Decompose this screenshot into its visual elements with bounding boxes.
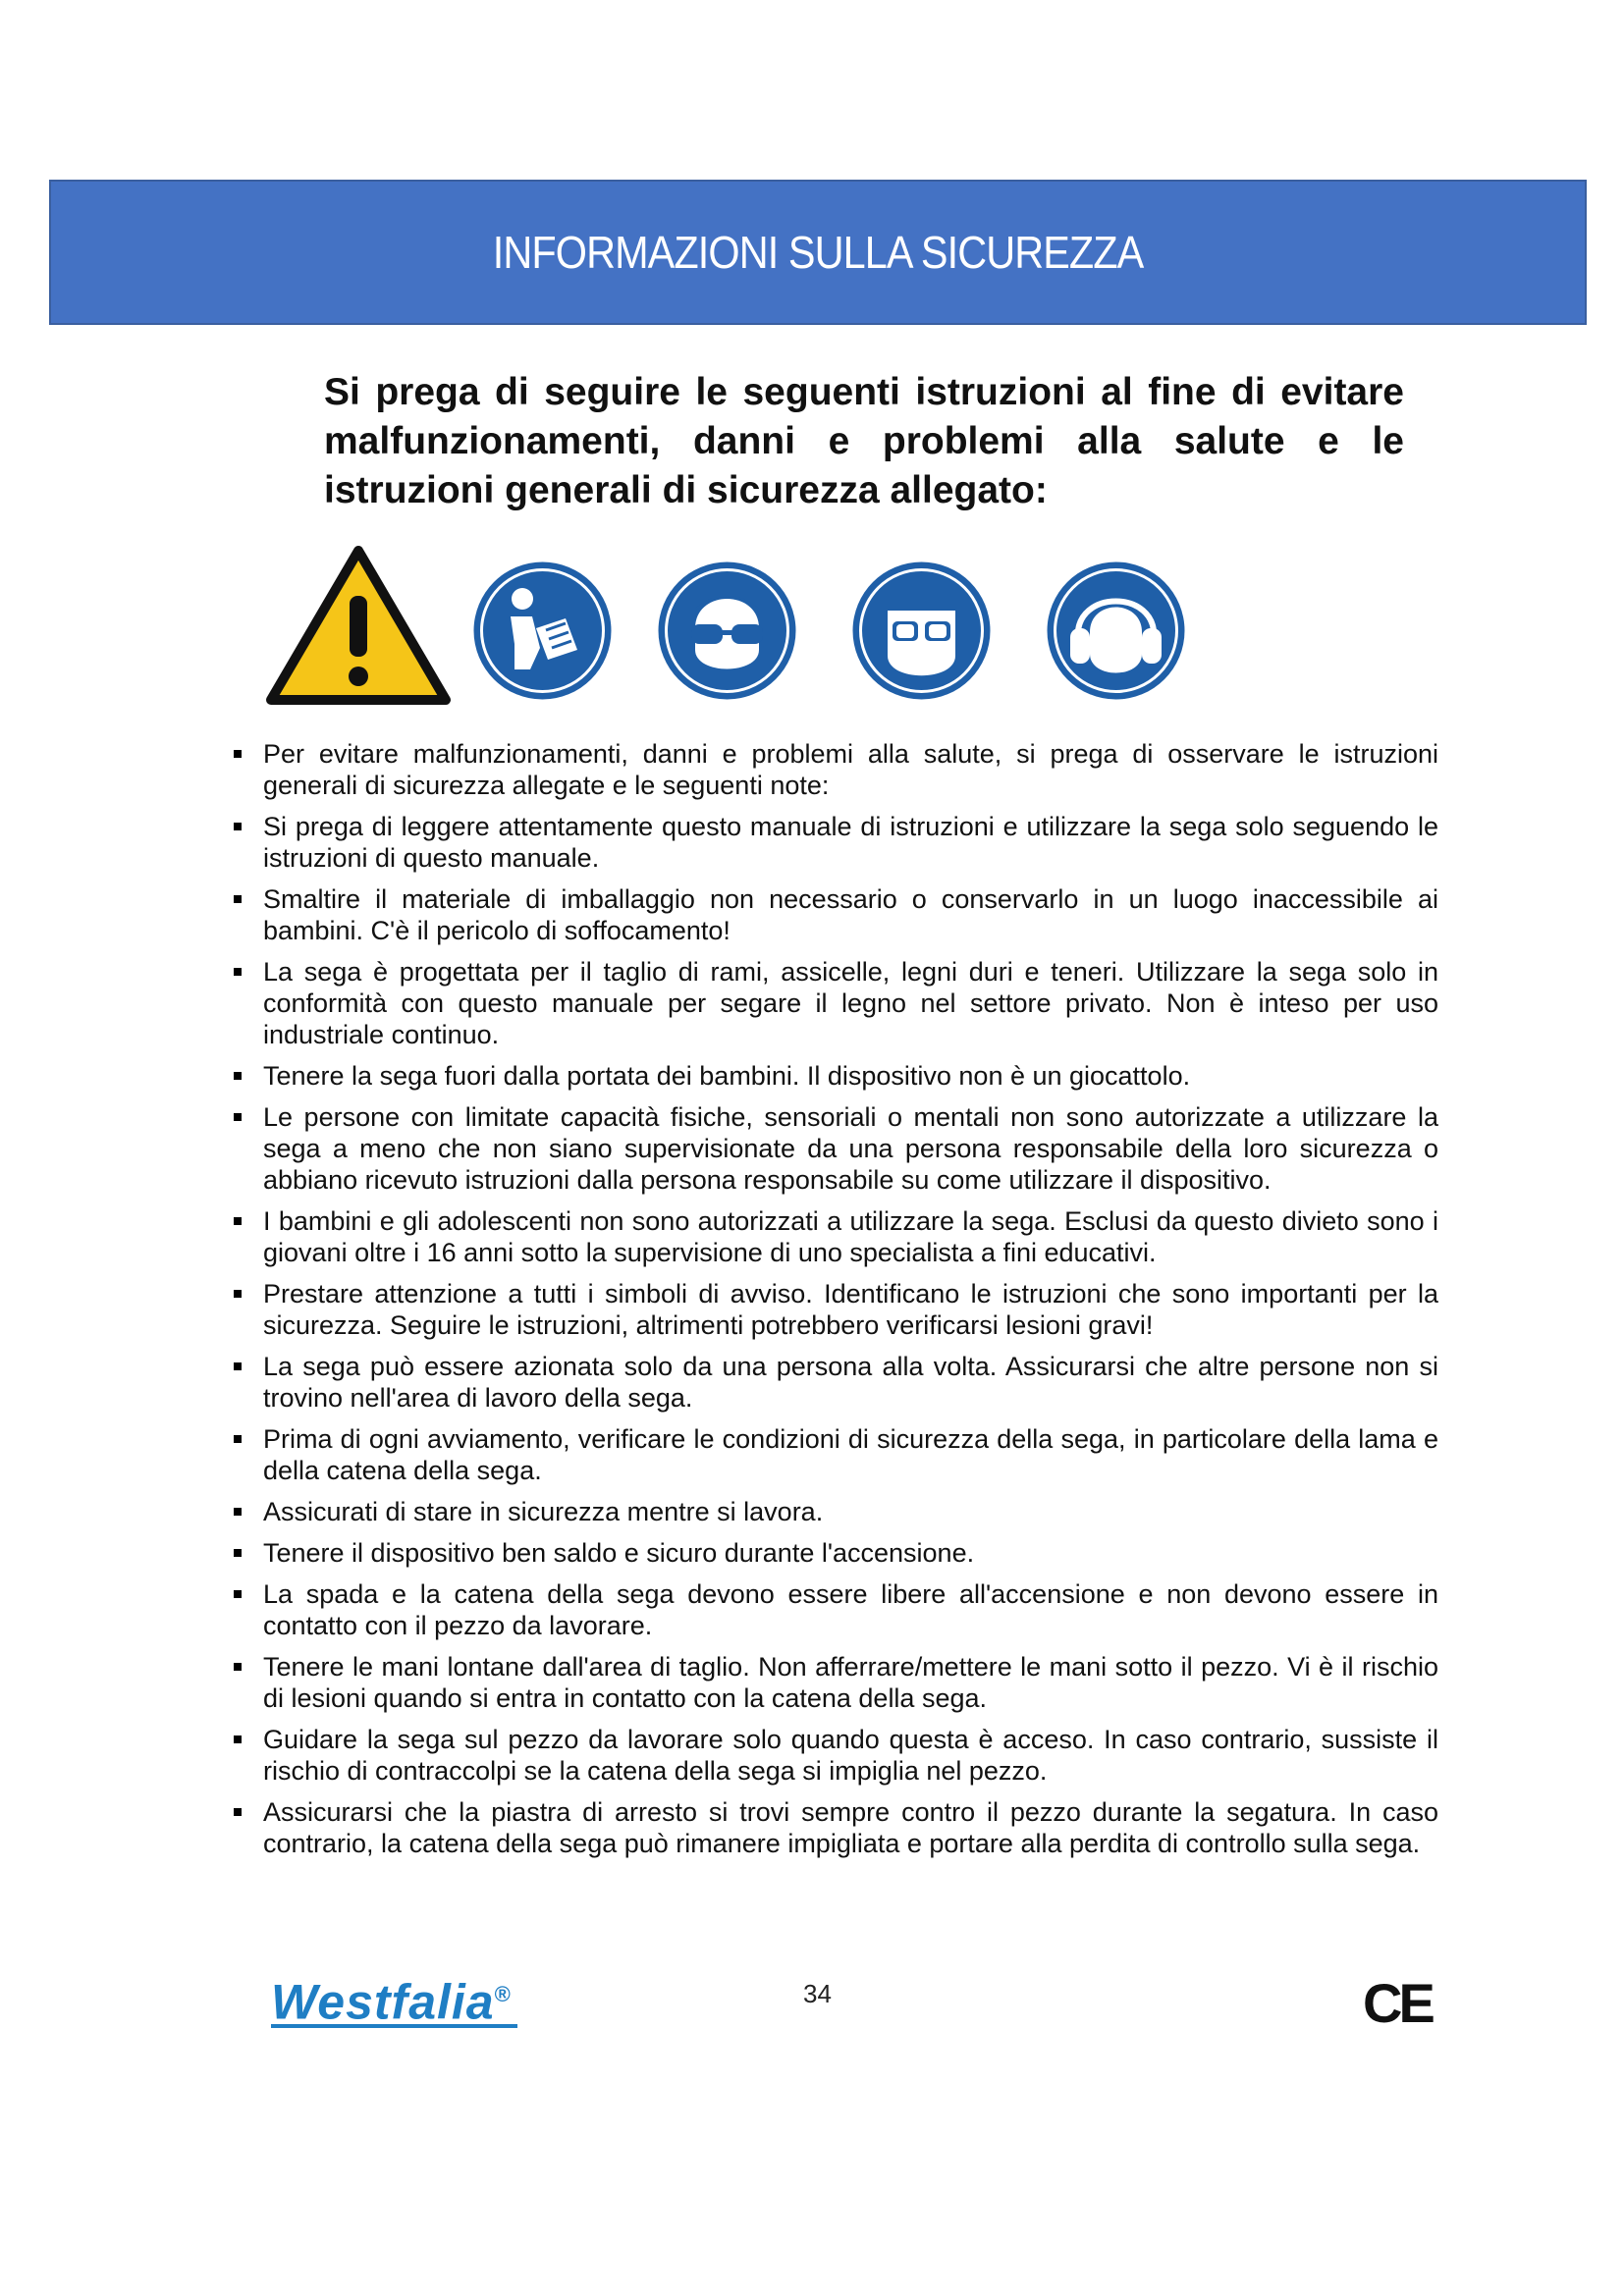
list-item: Per evitare malfunzionamenti, danni e problemi alla salute, si prega di osservare le istruzioni generali di sicurezza allegate e le seguenti note: <box>226 738 1438 801</box>
list-item: Assicurarsi che la piastra di arresto si trovi sempre contro il pezzo durante la segatura. In caso contrario, la catena della sega può rimanere impigliata e portare alla perdita di controllo sulla sega. <box>226 1796 1438 1859</box>
intro-text: Si prega di seguire le seguenti istruzioni al fine di evitare malfunzionamenti, danni e problemi alla salute e le istruzioni generali di sicurezza allegato: <box>324 371 1404 511</box>
list-item: Guidare la sega sul pezzo da lavorare solo quando questa è acceso. In caso contrario, sussiste il rischio di contraccolpi se la catena della sega si impiglia nel pezzo. <box>226 1724 1438 1787</box>
registered-mark: ® <box>494 1982 512 2006</box>
face-protection-icon <box>656 560 798 702</box>
list-item: Tenere il dispositivo ben saldo e sicuro durante l'accensione. <box>226 1537 1438 1569</box>
list-item: Prima di ogni avviamento, verificare le condizioni di sicurezza della sega, in particolare della lama e della catena della sega. <box>226 1423 1438 1486</box>
list-item: Si prega di leggere attentamente questo manuale di istruzioni e utilizzare la sega solo seguendo le istruzioni di questo manuale. <box>226 811 1438 874</box>
logo-text: Westfalia <box>271 1974 495 2030</box>
page-number: 34 <box>803 1979 832 2008</box>
ce-mark: CE <box>1363 1972 1432 2034</box>
list-item: I bambini e gli adolescenti non sono autorizzati a utilizzare la sega. Esclusi da questo divieto sono i giovani oltre i 16 anni sotto la supervisione di uno specialista a fini educativi. <box>226 1205 1438 1268</box>
read-manual-icon <box>471 560 614 702</box>
safety-instructions-list <box>226 738 1438 1869</box>
ear-protection-icon <box>1045 560 1187 702</box>
list-item: Tenere la sega fuori dalla portata dei bambini. Il dispositivo non è un giocattolo. <box>226 1060 1438 1092</box>
warning-triangle-icon <box>265 545 452 707</box>
safety-icons-row <box>265 545 1198 712</box>
list-item: La sega è progettata per il taglio di rami, assicelle, legni duri e teneri. Utilizzare la sega solo in conformità con questo manuale per segare il legno nel settore privato. Non è inteso per uso industriale continuo. <box>226 956 1438 1050</box>
eye-protection-icon <box>850 560 993 702</box>
page-title: INFORMAZIONI SULLA SICUREZZA <box>492 227 1144 278</box>
list-item: Prestare attenzione a tutti i simboli di avviso. Identificano le istruzioni che sono importanti per la sicurezza. Seguire le istruzioni, altrimenti potrebbero verificarsi lesioni gravi! <box>226 1278 1438 1341</box>
list-item: La sega può essere azionata solo da una persona alla volta. Assicurarsi che altre persone non si trovino nell'area di lavoro della sega. <box>226 1351 1438 1414</box>
list-item: Le persone con limitate capacità fisiche, sensoriali o mentali non sono autorizzate a utilizzare la sega a meno che non siano supervisionate da una persona responsabile della loro sicurezza o abbiano ricevuto istruzioni dalla persona responsabile su come utilizzare il dispositivo. <box>226 1101 1438 1196</box>
header-bar <box>49 180 1587 325</box>
list-item: Tenere le mani lontane dall'area di taglio. Non afferrare/mettere le mani sotto il pezzo. Vi è il rischio di lesioni quando si entra in contatto con la catena della sega. <box>226 1651 1438 1714</box>
list-item: Assicurati di stare in sicurezza mentre si lavora. <box>226 1496 1438 1527</box>
westfalia-logo <box>271 1973 517 2028</box>
list-item: Smaltire il materiale di imballaggio non necessario o conservarlo in un luogo inaccessibile ai bambini. C'è il pericolo di soffocamento! <box>226 883 1438 946</box>
list-item: La spada e la catena della sega devono essere libere all'accensione e non devono essere in contatto con il pezzo da lavorare. <box>226 1578 1438 1641</box>
